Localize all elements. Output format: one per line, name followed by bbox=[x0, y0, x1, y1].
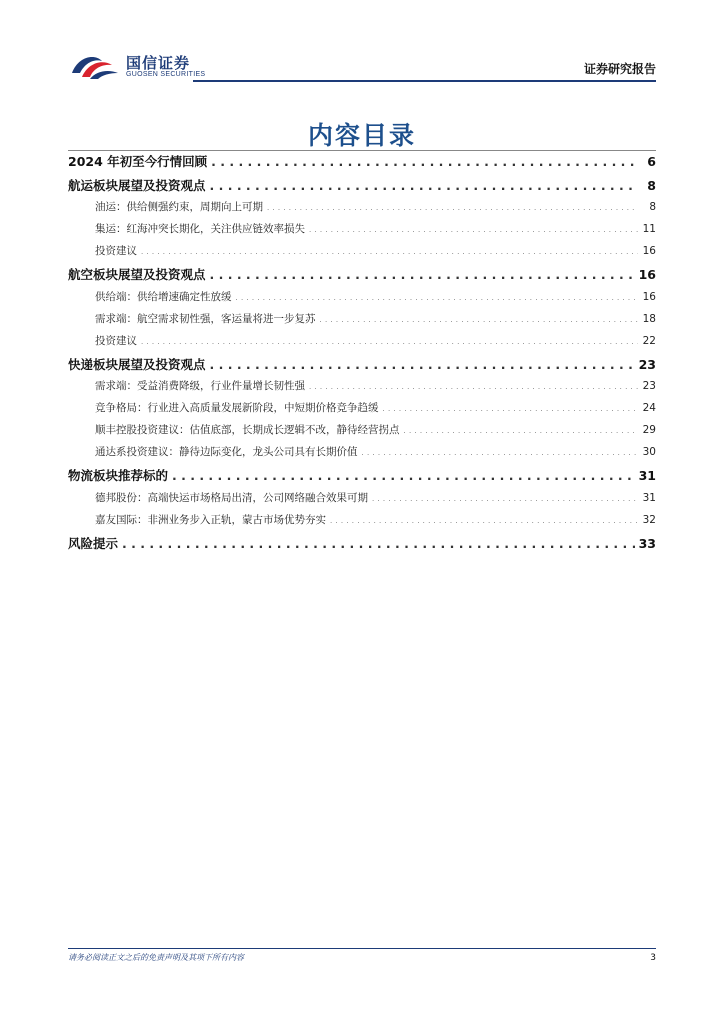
toc-entry-title: 通达系投资建议：静待边际变化，龙头公司具有长期价值 bbox=[95, 446, 358, 458]
toc-entry-title: 集运：红海冲突长期化，关注供应链效率损失 bbox=[95, 223, 305, 235]
toc-dot-leader bbox=[383, 402, 639, 414]
toc-dot-leader bbox=[309, 223, 638, 235]
toc-section-entry[interactable] bbox=[68, 176, 656, 200]
toc-dot-leader bbox=[372, 492, 638, 504]
toc-dot-leader bbox=[141, 245, 638, 257]
toc-entry-title: 竞争格局：行业进入高质量发展新阶段，中短期价格竞争趋缓 bbox=[95, 402, 379, 414]
toc-dot-leader bbox=[210, 178, 638, 193]
toc-entry-page: 16 bbox=[642, 245, 656, 257]
toc-dot-leader bbox=[211, 154, 638, 169]
toc-section-entry[interactable] bbox=[68, 466, 656, 490]
document-type-label: 证券研究报告 bbox=[583, 62, 656, 76]
toc-entry-title: 需求端：受益消费降级，行业件量增长韧性强 bbox=[95, 380, 305, 392]
toc-entry-title: 顺丰控股投资建议：估值底部，长期成长逻辑不改，静待经营拐点 bbox=[95, 424, 400, 436]
page-header bbox=[68, 48, 656, 82]
toc-entry-page: 31 bbox=[642, 491, 656, 504]
page-number: 3 bbox=[650, 953, 656, 963]
toc-entry-title: 需求端：航空需求韧性强，客运量将进一步复苏 bbox=[95, 312, 316, 325]
header-rule bbox=[193, 80, 656, 82]
toc-entry-title: 德邦股份：高端快运市场格局出清，公司网络融合效果可期 bbox=[95, 491, 368, 504]
toc-dot-leader bbox=[267, 201, 638, 213]
toc-entry-page: 8 bbox=[649, 201, 656, 213]
toc-entry-page: 32 bbox=[642, 513, 656, 526]
toc-entry-title: 投资建议 bbox=[95, 334, 137, 347]
toc-dot-leader bbox=[320, 313, 639, 325]
toc-dot-leader bbox=[210, 267, 635, 282]
toc-entry-title: 2024 年初至今行情回顾 bbox=[68, 154, 208, 169]
toc-entry-page: 30 bbox=[642, 446, 656, 458]
toc-subsection-entry[interactable] bbox=[68, 243, 656, 265]
footer-disclaimer: 请务必阅读正文之后的免责声明及其项下所有内容 bbox=[68, 953, 244, 962]
toc-section-entry[interactable] bbox=[68, 152, 656, 176]
toc-subsection-entry[interactable] bbox=[68, 378, 656, 400]
toc-entry-page: 18 bbox=[642, 312, 656, 325]
toc-entry-title: 风险提示 bbox=[68, 535, 119, 551]
toc-entry-page: 29 bbox=[642, 424, 656, 436]
toc-subsection-entry[interactable] bbox=[68, 221, 656, 243]
logo-chinese-name: 国信证券 bbox=[126, 54, 191, 72]
toc-subsection-entry[interactable] bbox=[68, 311, 656, 333]
toc-subsection-entry[interactable] bbox=[68, 333, 656, 355]
footer-rule bbox=[68, 948, 656, 949]
guosen-logo bbox=[68, 48, 268, 82]
toc-subsection-entry[interactable] bbox=[68, 422, 656, 444]
toc-title: 内容目录 bbox=[307, 121, 416, 150]
toc-subsection-entry[interactable] bbox=[68, 512, 656, 534]
toc-entry-title: 嘉友国际：非洲业务步入正轨，蒙古市场优势夯实 bbox=[95, 513, 326, 526]
toc-entry-page: 23 bbox=[638, 356, 656, 372]
toc-dot-leader bbox=[330, 514, 638, 526]
toc-subsection-entry[interactable] bbox=[68, 289, 656, 311]
toc-dot-leader bbox=[309, 380, 638, 392]
toc-subsection-entry[interactable] bbox=[68, 490, 656, 512]
toc-dot-leader bbox=[236, 291, 639, 303]
toc-section-entry[interactable] bbox=[68, 355, 656, 379]
toc-entry-page: 24 bbox=[642, 402, 656, 414]
guosen-logo-icon bbox=[68, 51, 120, 81]
toc-entry-title: 快递板块展望及投资观点 bbox=[68, 356, 206, 372]
toc-entry-title: 油运：供给侧强约束，周期向上可期 bbox=[95, 201, 263, 213]
toc-entry-page: 31 bbox=[638, 468, 656, 483]
toc-dot-leader bbox=[210, 357, 635, 372]
toc-dot-leader bbox=[141, 335, 638, 347]
toc-section-entry[interactable] bbox=[68, 265, 656, 289]
toc-entry-title: 航运板块展望及投资观点 bbox=[68, 177, 206, 193]
toc-entry-title: 供给端：供给增速确定性放缓 bbox=[95, 290, 232, 303]
toc-subsection-entry[interactable] bbox=[68, 400, 656, 422]
toc-top-rule bbox=[68, 150, 656, 151]
toc-dot-leader bbox=[172, 468, 635, 483]
toc-dot-leader bbox=[122, 536, 635, 551]
toc-entry-page: 23 bbox=[642, 380, 656, 392]
toc-entry-page: 16 bbox=[638, 267, 656, 282]
toc-entry-page: 11 bbox=[642, 223, 656, 235]
toc-entry-page: 8 bbox=[647, 177, 656, 193]
toc-dot-leader bbox=[404, 424, 639, 436]
toc-entry-title: 投资建议 bbox=[95, 245, 137, 257]
toc-entry-page: 16 bbox=[642, 290, 656, 303]
toc-entry-page: 6 bbox=[647, 154, 656, 169]
table-of-contents bbox=[68, 152, 656, 557]
toc-subsection-entry[interactable] bbox=[68, 199, 656, 221]
toc-entry-page: 33 bbox=[638, 535, 656, 551]
toc-dot-leader bbox=[362, 446, 639, 458]
logo-english-name: GUOSEN SECURITIES bbox=[126, 71, 206, 78]
toc-entry-title: 物流板块推荐标的 bbox=[68, 468, 169, 483]
toc-section-entry[interactable] bbox=[68, 534, 656, 558]
toc-entry-title: 航空板块展望及投资观点 bbox=[68, 267, 206, 282]
toc-subsection-entry[interactable] bbox=[68, 444, 656, 466]
toc-entry-page: 22 bbox=[642, 334, 656, 347]
